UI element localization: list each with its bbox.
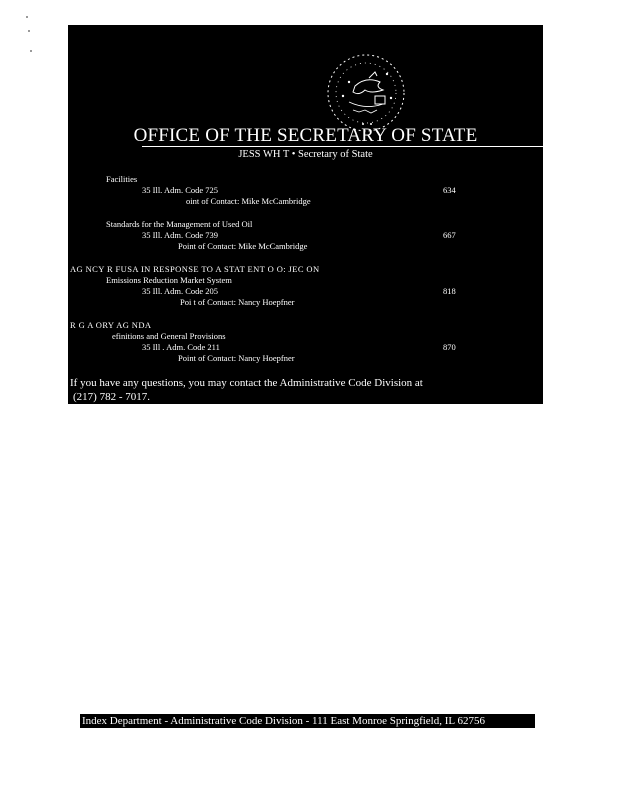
entry-code: 35 Ill. Adm. Code 725 [142, 185, 219, 195]
footer-address: Index Department - Administrative Code Division - 111 East Monroe Springfield, IL 62756 [80, 714, 535, 728]
entry-code: 35 Ill. Adm. Code 205 [142, 286, 219, 296]
title-rule [142, 146, 543, 147]
state-seal-icon [325, 52, 407, 134]
scan-specks [24, 16, 36, 56]
secretary-line: JESS WH T • Secretary of State [238, 149, 373, 160]
section-heading-regulatory-agenda: R G A ORY AG NDA [70, 320, 152, 330]
entry-page: 667 [443, 230, 456, 240]
entry-heading: Standards for the Management of Used Oil [106, 219, 253, 229]
closing-line: If you have any questions, you may contact the Administrative Code Division at [70, 377, 423, 389]
entry-page: 870 [443, 342, 456, 352]
document-block [68, 25, 543, 404]
entry-page: 818 [443, 286, 456, 296]
closing-paragraph [70, 376, 540, 404]
entry-page: 634 [443, 185, 456, 195]
entry-heading: efinitions and General Provisions [112, 331, 226, 341]
section-heading-agency-refusal: AG NCY R FUSA IN RESPONSE TO A STAT ENT O O: JEC ON [70, 264, 320, 274]
entry-contact: Point of Contact: Mike McCambridge [178, 241, 308, 251]
entry-contact: oint of Contact: Mike McCambridge [186, 196, 311, 206]
entry-contact: Poi t of Contact: Nancy Hoepfner [180, 297, 295, 307]
office-title: OFFICE OF THE SECRETARY OF STATE [133, 125, 478, 146]
entry-code: 35 Ill . Adm. Code 211 [142, 342, 220, 352]
entry-heading: Facilities [106, 174, 138, 184]
entry-heading: Emissions Reduction Market System [106, 275, 232, 285]
closing-phone: (217) 782 - 7017. [73, 391, 150, 403]
entry-contact: Point of Contact: Nancy Hoepfner [178, 353, 295, 363]
entry-code: 35 Ill. Adm. Code 739 [142, 230, 219, 240]
